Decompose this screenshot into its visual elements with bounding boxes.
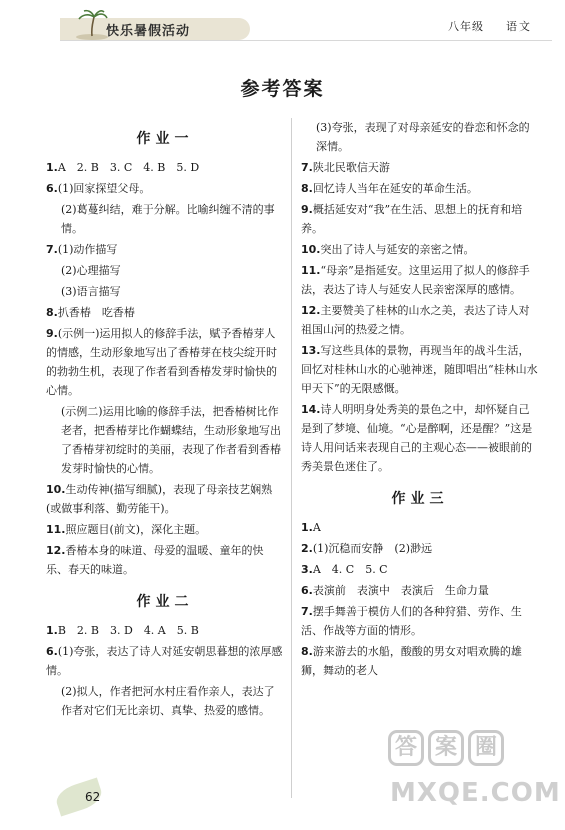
watermark-glyph-box <box>428 730 464 766</box>
subject-label: 语文 <box>506 20 532 33</box>
answer-item <box>46 303 284 322</box>
answer-item <box>46 179 284 198</box>
page-title: 参考答案 <box>240 78 325 100</box>
answer-number: 2. <box>301 542 313 555</box>
answer-number: 12. <box>301 304 321 317</box>
answer-number: 11. <box>301 264 321 277</box>
palm-tree-icon <box>74 8 110 40</box>
answer-item <box>301 341 539 398</box>
watermark-glyph: 答 <box>394 735 417 760</box>
watermark-glyph: 案 <box>434 735 457 760</box>
answer-text: 概括延安对“我”在生活、思想上的抚育和培养。 <box>301 203 523 235</box>
answer-text: 香椿本身的味道、母爱的温暖、童年的快乐、春天的味道。 <box>46 544 264 576</box>
right-column <box>301 118 539 682</box>
answer-text: A 2. B 3. C 4. B 5. D <box>57 161 200 174</box>
watermark-glyph-box <box>388 730 424 766</box>
answer-text: (3)语言描写 <box>61 285 121 298</box>
answer-item <box>301 240 539 259</box>
answer-text: (示例二)运用比喻的修辞手法，把香椿树比作老者，把香椿芽比作蝴蝶结，生动形象地写出了香椿芽初绽时的美丽，表现了作者看到香椿发芽时愉快的心情。 <box>61 405 281 475</box>
answer-number: 10. <box>301 243 321 256</box>
answer-text: 生动传神(描写细腻)，表现了母亲技艺娴熟(或做事利落、勤劳能干)。 <box>46 483 273 515</box>
section-heading: 作业三 <box>391 491 449 507</box>
answer-number: 6. <box>301 584 313 597</box>
answer-text: 扒香椿 吃香椿 <box>57 306 135 319</box>
answer-text: (1)沉稳而安静 (2)渺远 <box>312 542 433 555</box>
answer-item <box>46 240 284 259</box>
answer-item <box>46 200 284 238</box>
answer-text: 回忆诗人当年在延安的革命生活。 <box>312 182 478 195</box>
column-divider <box>291 118 292 798</box>
answer-item <box>301 560 539 579</box>
answer-item <box>46 541 284 579</box>
answer-text: 主要赞美了桂林的山水之美，表达了诗人对祖国山河的热爱之情。 <box>301 304 530 336</box>
answer-number: 1. <box>46 624 58 637</box>
answer-number: 8. <box>46 306 58 319</box>
answer-text: 突出了诗人与延安的亲密之情。 <box>320 243 475 256</box>
series-title: 快乐暑假活动 <box>106 24 191 39</box>
answer-item <box>46 261 284 280</box>
answer-text: “母亲”是指延安。这里运用了拟人的修辞手法，表达了诗人与延安人民亲密深厚的感情。 <box>301 264 530 296</box>
answer-text: (3)夸张，表现了对母亲延安的眷恋和怀念的深情。 <box>316 121 530 153</box>
answer-text: (2)心理描写 <box>61 264 121 277</box>
answer-item <box>301 518 539 537</box>
watermark <box>388 728 561 823</box>
answer-number: 8. <box>301 645 313 658</box>
answer-number: 10. <box>46 483 66 496</box>
answer-number: 13. <box>301 344 321 357</box>
answer-number: 7. <box>301 605 313 618</box>
answer-number: 7. <box>301 161 313 174</box>
answer-number: 3. <box>301 563 313 576</box>
answer-number: 7. <box>46 243 58 256</box>
answer-item <box>46 682 284 720</box>
answer-item <box>301 581 539 600</box>
answer-text: 表演前 表演中 表演后 生命力量 <box>312 584 489 597</box>
answer-item <box>301 642 539 680</box>
answer-text: A <box>312 521 321 534</box>
answer-item <box>46 282 284 301</box>
answer-text: 照应题目(前文)，深化主题。 <box>65 523 207 536</box>
answer-number: 12. <box>46 544 66 557</box>
answer-item <box>301 539 539 558</box>
answer-item <box>46 158 284 177</box>
section-heading: 作业二 <box>136 594 194 610</box>
answer-number: 11. <box>46 523 66 536</box>
section-heading: 作业一 <box>136 131 194 147</box>
answer-item <box>301 179 539 198</box>
answer-text: (2)葛蔓纠结，难于分解。比喻纠缠不清的事情。 <box>61 203 275 235</box>
answer-number: 6. <box>46 182 58 195</box>
answer-text: 诗人明明身处秀美的景色之中，却怀疑自己是到了梦境、仙境。“心是醉啊，还是醒？”这是诗人用问话来表现自己的主观心态——被眼前的秀美景色迷住了。 <box>301 403 533 473</box>
answer-item <box>46 402 284 478</box>
page-header <box>0 0 565 50</box>
watermark-glyph: 圈 <box>474 735 497 760</box>
answer-item <box>46 520 284 539</box>
answer-item <box>301 400 539 476</box>
answer-item <box>46 324 284 400</box>
answer-text: B 2. B 3. D 4. A 5. B <box>57 624 199 637</box>
answer-text: (示例一)运用拟人的修辞手法，赋予香椿芽人的情感，生动形象地写出了香椿芽在枝尖绽开时的勃勃生机，表现了作者看到香椿发芽时愉快的心情。 <box>46 327 277 397</box>
grade-label: 八年级 <box>448 20 484 33</box>
answer-item <box>46 480 284 518</box>
answer-item <box>301 118 539 156</box>
answer-item <box>301 301 539 339</box>
left-column <box>46 118 284 722</box>
header-divider <box>60 40 552 41</box>
answer-number: 8. <box>301 182 313 195</box>
answer-number: 6. <box>46 645 58 658</box>
answer-item <box>301 158 539 177</box>
answer-text: 写这些具体的景物，再现当年的战斗生活，回忆对桂林山水的心驰神迷，随即唱出“桂林山水甲天下”的无限感慨。 <box>301 344 538 395</box>
answer-number: 1. <box>301 521 313 534</box>
answer-text: (1)回家探望父母。 <box>57 182 151 195</box>
watermark-glyph-box <box>468 730 504 766</box>
answer-text: 游来游去的水船，酸酸的男女对唱欢腾的雄狮，舞动的老人 <box>301 645 522 677</box>
answer-text: (2)拟人，作者把河水村庄看作亲人，表达了作者对它们无比亲切、真挚、热爱的感情。 <box>61 685 275 717</box>
answer-number: 9. <box>301 203 313 216</box>
answer-text: (1)夸张，表达了诗人对延安朝思暮想的浓厚感情。 <box>46 645 283 677</box>
answer-item <box>46 621 284 640</box>
page-number-badge <box>56 780 116 820</box>
page-number: 62 <box>85 790 101 804</box>
answer-number: 1. <box>46 161 58 174</box>
watermark-url: MXQE.COM <box>390 778 561 808</box>
answer-text: A 4. C 5. C <box>312 563 388 576</box>
answer-text: (1)动作描写 <box>57 243 118 256</box>
answer-item <box>46 642 284 680</box>
answer-text: 陕北民歌信天游 <box>312 161 390 174</box>
answer-text: 摆手舞善于模仿人们的各种狩猎、劳作、生活、作战等方面的情形。 <box>301 605 522 637</box>
answer-number: 14. <box>301 403 321 416</box>
answer-item <box>301 602 539 640</box>
answer-number: 9. <box>46 327 58 340</box>
answer-item <box>301 200 539 238</box>
answer-item <box>301 261 539 299</box>
